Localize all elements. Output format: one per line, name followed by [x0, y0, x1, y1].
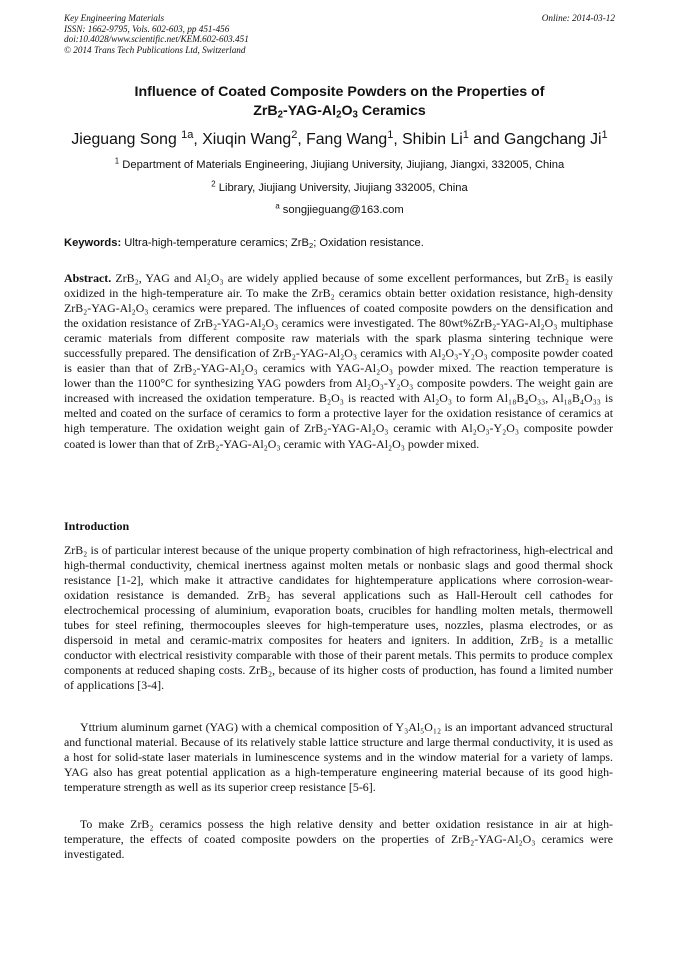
- author-name: , Xiuqin Wang: [193, 131, 292, 148]
- author-affiliation-marker: 1: [601, 128, 608, 141]
- keywords: Keywords: Ultra-high-temperature ceramics; ZrB$_2$; Oxidation resistance.: [64, 237, 424, 250]
- abstract-text: ZrB₂, YAG and Al₂O₃ are widely applied because of some excellent performances, but ZrB₂ is easily oxidized in the high-temperature air. To make the ZrB₂ ceramics obtain better oxidation resistance, high-density ZrB₂-YAG-Al₂O₃ ceramics were prepared. The influences of coated composite powders on the densification and the oxidation resistance of ZrB₂-YAG-Al₂O₃ ceramics were investigated. The 80wt%ZrB₂-YAG-Al₂O₃ multiphase ceramic materials from different composite raw materials with the spark plasma sintering technique were successfully prepared. The densification of ZrB₂-YAG-Al₂O₃ ceramics with Al₂O₃-Y₂O₃ composite powder coated is easier than that of ZrB₂-YAG-Al₂O₃ ceramics with YAG-Al₂O₃ powder mixed. The reaction temperature is lower than the 1100°C for synthesizing YAG powders from Al₂O₃-Y₂O₃ composite powders. The weight gain are increased with increased the oxidation temperature. B₂O₃ is reacted with Al₂O₃ to form Al₁₈B₄O₃₃, Al₁₈B₄O₃₃ is melted and coated on the surface of ceramics to form a protective layer for the oxidation resistance of ceramics at high temperature. The oxidation weight gain of ZrB₂-YAG-Al₂O₃ ceramic with Al₂O₃-Y₂O₃ composite powder coated is lower than that of ZrB₂-YAG-Al₂O₃ ceramic with YAG-Al₂O₃ powder mixed.: [64, 271, 613, 451]
- author-name: , Shibin Li: [393, 131, 463, 148]
- issn-line: ISSN: 1662-9795, Vols. 602-603, pp 451-456: [64, 23, 230, 34]
- title-line-1: Influence of Coated Composite Powders on the Properties of: [134, 84, 545, 100]
- author-affiliation-marker: 1: [462, 128, 469, 141]
- abstract-label: Abstract.: [64, 271, 112, 285]
- author-affiliation-marker: 1a: [181, 128, 194, 141]
- copyright-line: © 2014 Trans Tech Publications Ltd, Switzerland: [64, 44, 246, 55]
- doi-line: doi:10.4028/www.scientific.net/KEM.602-603.451: [64, 34, 249, 45]
- online-date: Online: 2014-03-12: [541, 13, 615, 23]
- author-name: , Fang Wang: [297, 131, 388, 148]
- affiliation-1: $^1$ Department of Materials Engineering, Jiujiang University, Jiujiang, Jiangxi, 332005, China: [114, 156, 565, 171]
- author-affiliation-marker: 2: [291, 128, 298, 141]
- intro-paragraph-1: ZrB₂ is of particular interest because of the unique property combination of high refractoriness, high-electrical and high-thermal conductivity, chemical inertness against molten metals or nonbasic slags and good thermal shock resistance [1-2], which make it attractive candidates for hightemperature applications where corrosion-wear-oxidation resistance is demanded. ZrB₂ has several applications such as Hall-Heroult cell cathodes for electrochemical processing of aluminium, evaporation boats, crucibles for handling molten metals, thermowell tubes for steel refining, thermocouples sleeves for high-temperature uses, nozzles, plasma electrodes, or as dispersoid in metal and ceramic-matrix composites for heaters and igniters. In addition, ZrB₂ is a metallic conductor with electrical resistivity comparable with those of their parent metals. This permits to produce complex components at reduced shaping costs. ZrB₂, because of its higher costs of production, has found a limited number of applications [3-4].: [64, 543, 613, 693]
- journal-name: Key Engineering Materials: [64, 13, 165, 23]
- paper-title: [64, 83, 615, 121]
- contact-email[interactable]: $^a$ songjieguang@163.com: [275, 201, 404, 216]
- abstract: [64, 271, 613, 452]
- intro-paragraph-2: Yttrium aluminum garnet (YAG) with a chemical composition of Y₃Al₅O₁₂ is an important advanced structural and functional material. Because of its relatively stable lattice structure and large thermal conductivity, it is used as a host for solid-state laser materials in luminescence systems and in the window material for a variety of lamps. YAG also has great potential application as a high-temperature engineering material because of its good high-temperature strength as well as its superior creep resistance [5-6].: [64, 720, 613, 795]
- keywords-label: Keywords:: [64, 237, 122, 249]
- section-heading-introduction: Introduction: [64, 519, 130, 533]
- affiliation-2: $^2$ Library, Jiujiang University, Jiujiang 332005, China: [211, 179, 468, 194]
- title-line-2: $ZrB_2-YAG-Al_2O_3$ Ceramics: [253, 103, 426, 121]
- author-affiliation-marker: 1: [387, 128, 394, 141]
- intro-paragraph-3: To make ZrB₂ ceramics possess the high relative density and better oxidation resistance in air at high-temperature, the effects of coated composite powders on the properties of ZrB₂-YAG-Al₂O₃ ceramics were investigated.: [64, 817, 613, 862]
- author-name: Jieguang Song: [71, 131, 182, 148]
- author-name: and Gangchang Ji: [468, 131, 602, 148]
- author-list: [64, 130, 615, 150]
- journal-header: [64, 13, 249, 55]
